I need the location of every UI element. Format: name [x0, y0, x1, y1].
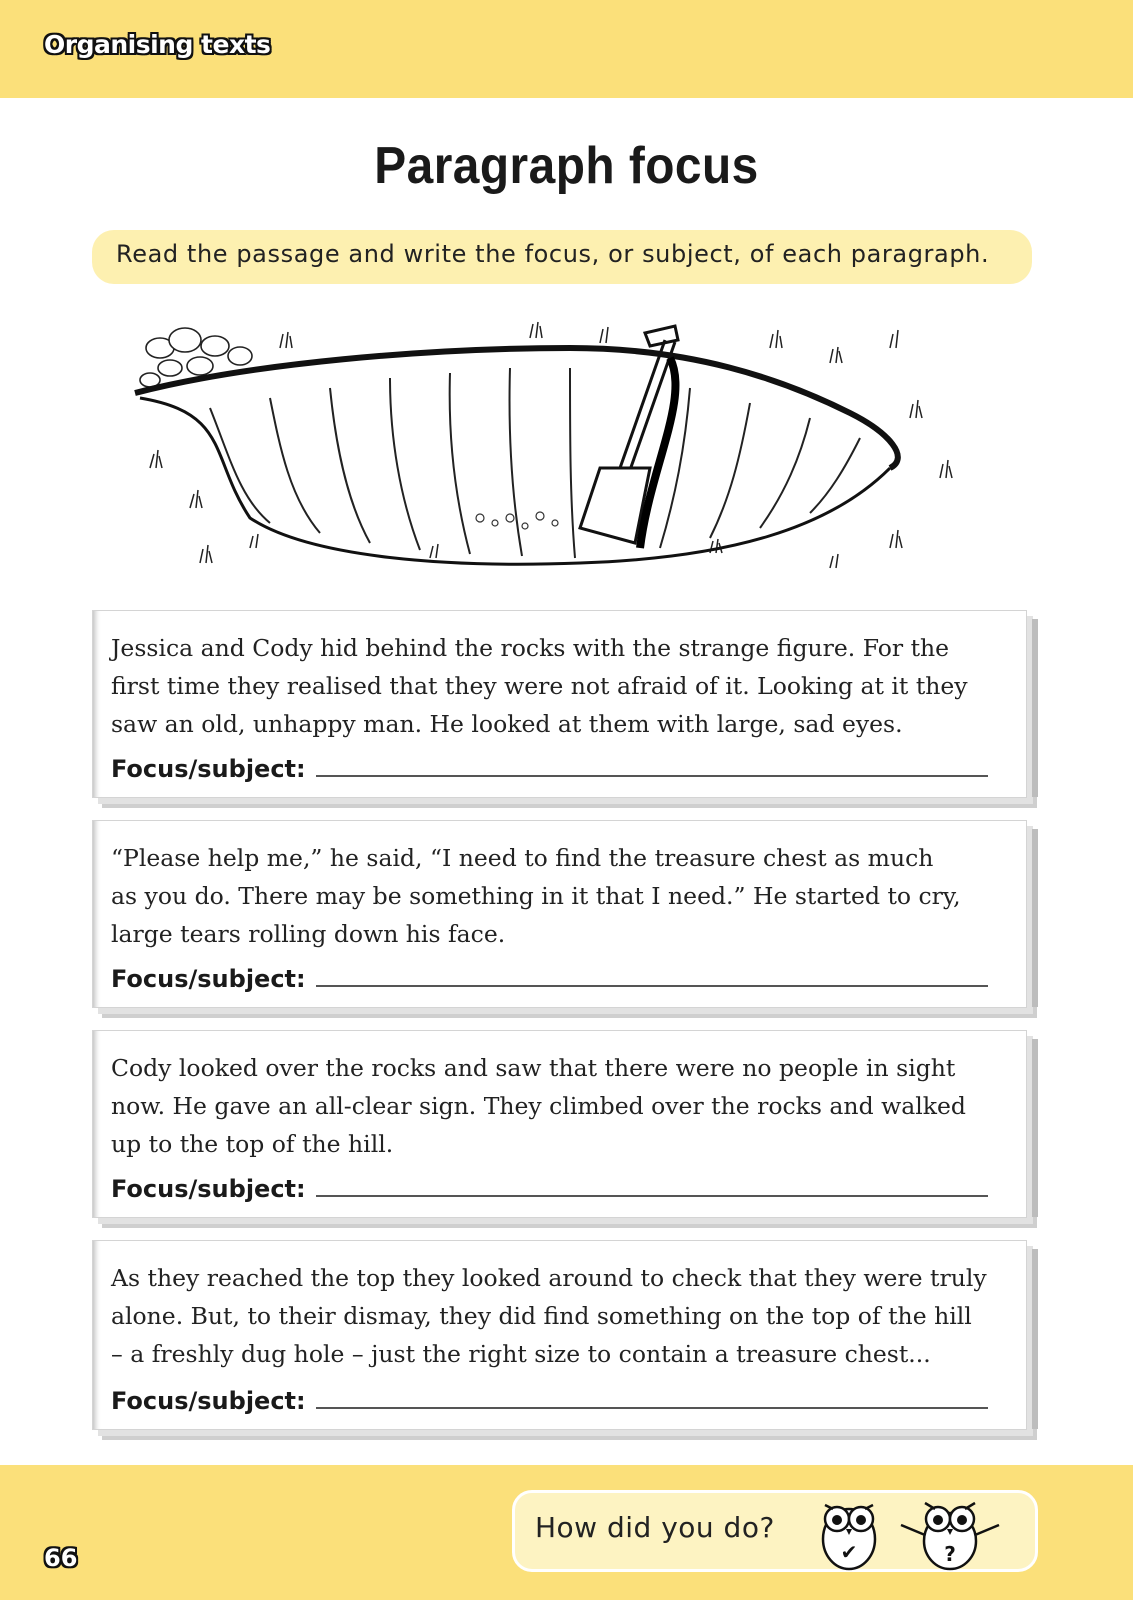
owl-mark: ? — [944, 1542, 956, 1566]
paragraph-text: As they reached the top they looked around to check that they were truly alone. But, to their dismay, they did find something on the top of the hill – a freshly dug hole – just the right size to contain a treasure chest... — [111, 1264, 987, 1368]
owl-mark: ✔ — [840, 1540, 858, 1564]
paragraph-card-1 — [92, 610, 1027, 798]
focus-answer-line[interactable] — [316, 1195, 988, 1197]
instruction-banner: Read the passage and write the focus, or subject, of each paragraph. — [92, 230, 1032, 284]
paragraph-text: “Please help me,” he said, “I need to find the treasure chest as much as you do. There may be something in it that I need.” He started to cry, large tears rolling down his face. — [111, 844, 961, 948]
focus-answer-row — [111, 755, 988, 783]
page-number: 66 — [44, 1544, 78, 1572]
owl-question-icon[interactable] — [895, 1489, 1005, 1573]
owl-tick-icon[interactable] — [807, 1489, 891, 1573]
page-title: Paragraph focus — [374, 137, 759, 195]
focus-answer-row — [111, 965, 988, 993]
focus-answer-line[interactable] — [316, 775, 988, 777]
focus-answer-line[interactable] — [316, 1407, 988, 1409]
focus-label: Focus/subject: — [111, 1175, 306, 1203]
paragraph-card-3 — [92, 1030, 1027, 1218]
paragraph-text: Jessica and Cody hid behind the rocks with the strange figure. For the first time they realised that they were not afraid of it. Looking at it they saw an old, unhappy man. He looked at them with large, sad eyes. — [111, 634, 968, 738]
section-tag: Organising texts — [44, 30, 271, 59]
focus-label: Focus/subject: — [111, 755, 306, 783]
focus-label: Focus/subject: — [111, 965, 306, 993]
hole-illustration — [130, 318, 980, 588]
self-assessment-prompt: How did you do? — [535, 1511, 775, 1544]
paragraph-card-4 — [92, 1240, 1027, 1430]
focus-label: Focus/subject: — [111, 1387, 306, 1415]
focus-answer-line[interactable] — [316, 985, 988, 987]
paragraph-text: Cody looked over the rocks and saw that there were no people in sight now. He gave an all-clear sign. They climbed over the rocks and walked up to the top of the hill. — [111, 1054, 966, 1158]
paragraph-card-2 — [92, 820, 1027, 1008]
self-assessment-box — [512, 1490, 1038, 1572]
focus-answer-row — [111, 1175, 988, 1203]
focus-answer-row — [111, 1387, 988, 1415]
